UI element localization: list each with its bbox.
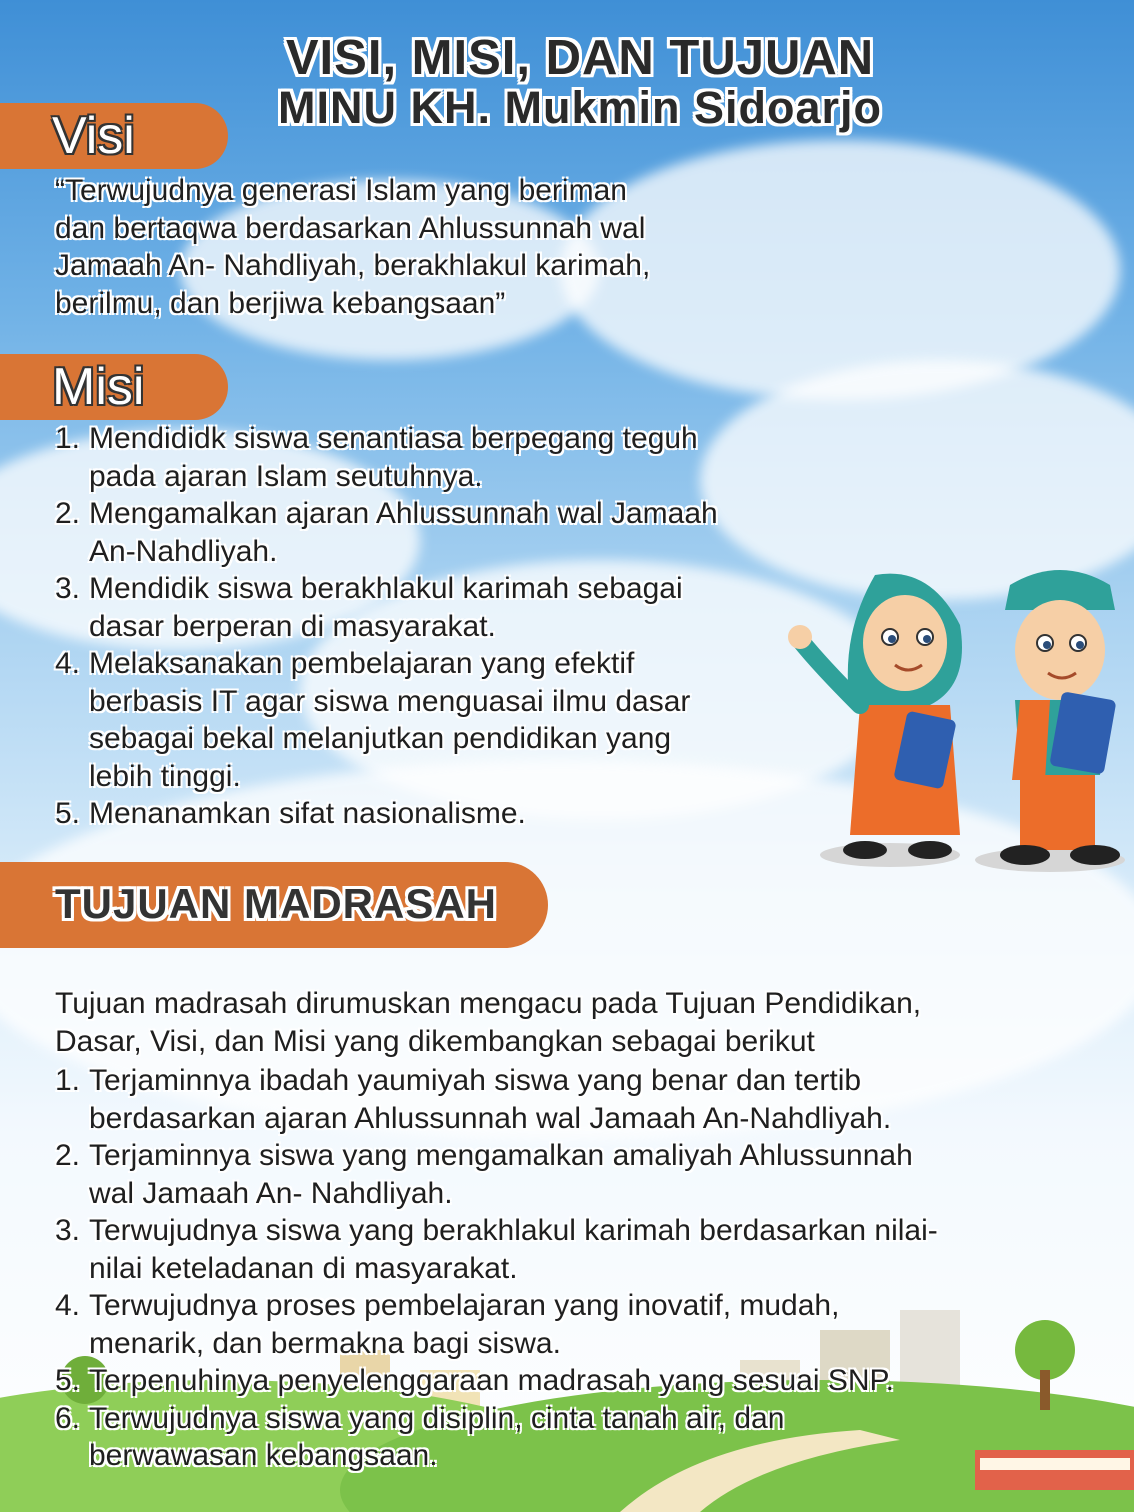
list-number: 3. — [55, 572, 81, 605]
misi-heading: Misi — [52, 358, 145, 416]
girl-face — [863, 595, 947, 691]
girl-hand — [788, 625, 812, 649]
page-subtitle: MINU KH. Mukmin Sidoarjo — [277, 82, 882, 133]
list-item — [55, 570, 775, 645]
list-line: Terwujudnya proses pembelajaran yang inovatif, mudah, — [89, 1289, 840, 1322]
list-number: 4. — [55, 647, 81, 680]
tujuan-list — [55, 1062, 1095, 1475]
list-number: 6. — [55, 1401, 81, 1435]
boy-pants — [1020, 775, 1095, 850]
boy-face — [1015, 600, 1105, 700]
list-item — [55, 1400, 1095, 1475]
list-line: An-Nahdliyah. — [89, 534, 278, 568]
list-item — [55, 495, 775, 570]
list-line: berbasis IT agar siswa menguasai ilmu dasar — [89, 684, 691, 718]
tujuan-intro — [55, 985, 1095, 1060]
list-number: 1. — [55, 422, 81, 455]
girl-shoe — [908, 841, 952, 859]
page-title: VISI, MISI, DAN TUJUAN — [285, 31, 875, 85]
intro-line: Tujuan madrasah dirumuskan mengacu pada Tujuan Pendidikan, — [55, 987, 922, 1020]
list-line: Melaksanakan pembelajaran yang efektif — [89, 647, 635, 680]
list-line: lebih tinggi. — [89, 759, 241, 793]
visi-line: dan bertaqwa berdasarkan Ahlussunnah wal — [55, 211, 646, 245]
girl-shoe — [843, 841, 887, 859]
tujuan-heading-banner — [0, 862, 548, 948]
list-line: Menanamkan sifat nasionalisme. — [89, 797, 526, 830]
list-line: berwawasan kebangsaan. — [89, 1439, 438, 1472]
intro-line: Dasar, Visi, dan Misi yang dikembangkan sebagai berikut — [55, 1024, 815, 1058]
students-cartoon-icon — [780, 555, 1130, 875]
list-item — [55, 1062, 1095, 1137]
misi-list — [55, 420, 775, 833]
list-number: 5. — [55, 797, 81, 830]
visi-line: berilmu, dan berjiwa kebangsaan” — [55, 286, 506, 320]
list-line: Terwujudnya siswa yang disiplin, cinta tanah air, dan — [89, 1401, 785, 1435]
list-item — [55, 1287, 1095, 1362]
visi-heading: Visi — [52, 107, 135, 165]
list-number: 4. — [55, 1289, 81, 1322]
list-number: 3. — [55, 1214, 81, 1247]
list-line: berdasarkan ajaran Ahlussunnah wal Jamaah An-Nahdliyah. — [89, 1101, 892, 1135]
visi-line: Jamaah An- Nahdliyah, berakhlakul karimah, — [55, 249, 651, 282]
tujuan-heading: TUJUAN MADRASAH — [55, 880, 497, 927]
list-line: wal Jamaah An- Nahdliyah. — [89, 1176, 453, 1210]
list-line: pada ajaran Islam seutuhnya. — [89, 459, 483, 493]
list-item — [55, 645, 775, 795]
list-line: menarik, dan bermakna bagi siswa. — [89, 1326, 561, 1360]
boy-pupil — [1043, 641, 1051, 649]
list-line: nilai keteladanan di masyarakat. — [89, 1251, 518, 1285]
list-item — [55, 1212, 1095, 1287]
list-line: Terwujudnya siswa yang berakhlakul karimah berdasarkan nilai- — [89, 1214, 938, 1247]
list-item — [55, 795, 775, 833]
visi-line: “Terwujudnya generasi Islam yang beriman — [55, 174, 627, 207]
list-line: Terjaminnya siswa yang mengamalkan amaliyah Ahlussunnah — [89, 1139, 913, 1172]
list-line: Terpenuhinya penyelenggaraan madrasah yang sesuai SNP. — [89, 1364, 895, 1397]
boy-shoe — [1070, 845, 1120, 865]
list-number: 2. — [55, 497, 81, 530]
list-number: 1. — [55, 1064, 81, 1097]
list-item — [55, 1362, 1095, 1400]
list-line: Mengamalkan ajaran Ahlussunnah wal Jamaah — [89, 497, 718, 530]
misi-heading-banner — [0, 354, 228, 420]
girl-pupil — [888, 635, 896, 643]
list-line: Mendidik siswa berakhlakul karimah sebagai — [89, 572, 683, 605]
boy-shoe — [1000, 845, 1050, 865]
boy-pupil — [1076, 641, 1084, 649]
visi-heading-banner — [0, 103, 228, 169]
list-line: dasar berperan di masyarakat. — [89, 609, 496, 643]
visi-text — [55, 172, 715, 322]
list-line: Mendididk siswa senantiasa berpegang teguh — [89, 422, 698, 455]
girl-pupil — [923, 635, 931, 643]
list-item — [55, 420, 775, 495]
list-number: 5. — [55, 1364, 81, 1397]
list-line: Terjaminnya ibadah yaumiyah siswa yang benar dan tertib — [89, 1064, 862, 1097]
list-line: sebagai bekal melanjutkan pendidikan yang — [89, 722, 672, 755]
list-item — [55, 1137, 1095, 1212]
list-number: 2. — [55, 1139, 81, 1172]
